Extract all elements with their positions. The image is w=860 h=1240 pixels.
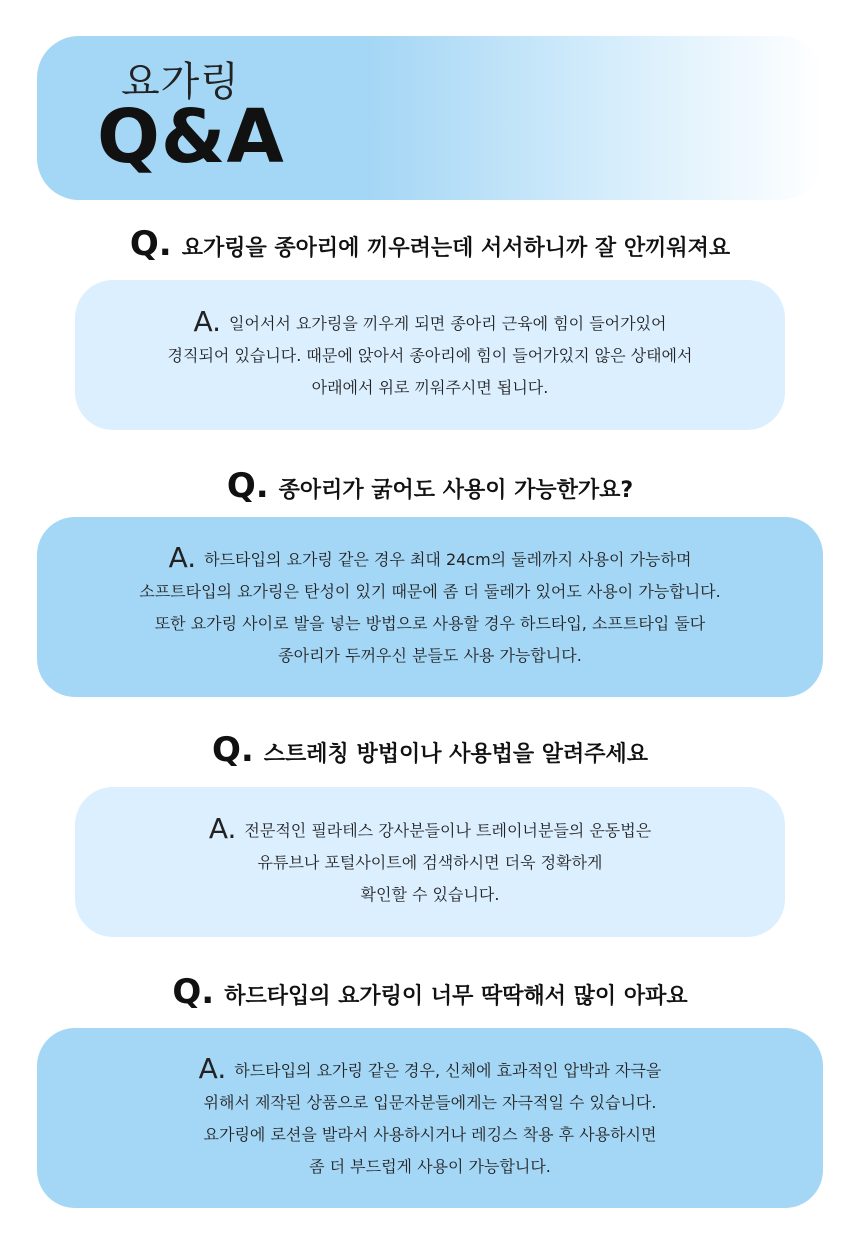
answer-line: A. 전문적인 필라테스 강사분들이나 트레이너분들의 운동법은 (208, 812, 652, 845)
answer-line: 확인할 수 있습니다. (360, 885, 500, 904)
answer-line: 또한 요가링 사이로 발을 넣는 방법으로 사용할 경우 하드타입, 소프트타입 둘다 (154, 614, 706, 633)
answer-line: 위해서 제작된 상품으로 입문자분들에게는 자극적일 수 있습니다. (203, 1093, 657, 1112)
header-title: Q&A (97, 94, 285, 180)
faq-question-2 (0, 466, 860, 506)
faq-question-1 (0, 224, 860, 264)
qa-header-banner (37, 36, 823, 200)
q-marker: Q. (211, 730, 254, 770)
answer-line: 아래에서 위로 끼워주시면 됩니다. (311, 378, 549, 397)
answer-line: A. 하드타입의 요가링 같은 경우, 신체에 효과적인 압박과 자극을 (198, 1052, 662, 1085)
a-marker: A. (198, 1052, 227, 1085)
faq-answer-1 (75, 280, 785, 430)
answer-line: A. 일어서서 요가링을 끼우게 되면 종아리 근육에 힘이 들어가있어 (193, 305, 667, 338)
question-text: 하드타입의 요가링이 너무 딱딱해서 많이 아파요 (224, 984, 688, 1009)
header-subtitle: 요가링 (121, 59, 240, 105)
faq-answer-2 (37, 517, 823, 697)
answer-line: 좀 더 부드럽게 사용이 가능합니다. (309, 1157, 551, 1176)
question-text: 종아리가 굵어도 사용이 가능한가요? (278, 478, 634, 503)
answer-line: 유튜브나 포털사이트에 검색하시면 더욱 정확하게 (257, 853, 603, 872)
q-marker: Q. (172, 972, 215, 1012)
question-text: 스트레칭 방법이나 사용법을 알려주세요 (263, 742, 649, 767)
answer-line: 경직되어 있습니다. 때문에 앉아서 종아리에 힘이 들어가있지 않은 상태에서 (167, 346, 693, 365)
answer-line: 소프트타입의 요가링은 탄성이 있기 때문에 좀 더 둘레가 있어도 사용이 가능합니다. (139, 582, 721, 601)
faq-question-4 (0, 972, 860, 1012)
a-marker: A. (193, 305, 222, 338)
answer-line: A. 하드타입의 요가링 같은 경우 최대 24cm의 둘레까지 사용이 가능하며 (168, 541, 692, 574)
answer-line: 요가링에 로션을 발라서 사용하시거나 레깅스 착용 후 사용하시면 (203, 1125, 657, 1144)
faq-answer-4 (37, 1028, 823, 1208)
faq-answer-3 (75, 787, 785, 937)
a-marker: A. (168, 541, 197, 574)
a-marker: A. (208, 812, 237, 845)
faq-question-3 (0, 730, 860, 770)
q-marker: Q. (129, 224, 172, 264)
q-marker: Q. (226, 466, 269, 506)
question-text: 요가링을 종아리에 끼우려는데 서서하니까 잘 안끼워져요 (181, 236, 731, 261)
answer-line: 종아리가 두꺼우신 분들도 사용 가능합니다. (278, 646, 582, 665)
